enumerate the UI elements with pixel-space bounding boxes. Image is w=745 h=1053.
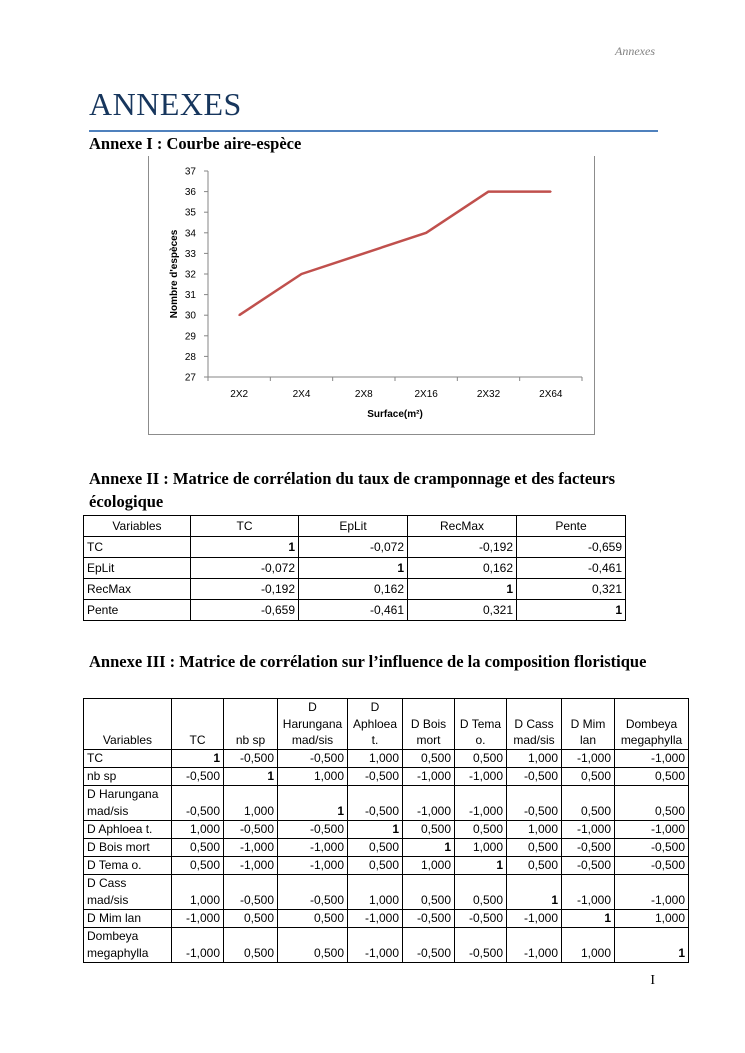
table-cell: 0,321 <box>517 579 626 600</box>
annex3-heading: Annexe III : Matrice de corrélation sur l’influence de la composition floristique <box>89 652 647 671</box>
table-cell: -0,461 <box>517 558 626 579</box>
table-cell: 1 <box>348 820 403 838</box>
table-cell: 1,000 <box>507 820 562 838</box>
table-cell: -0,500 <box>224 820 278 838</box>
column-header: EpLit <box>299 516 408 537</box>
column-header: D Harungana mad/sis <box>278 699 348 750</box>
table-cell: -0,192 <box>408 537 517 558</box>
table-row <box>84 820 689 838</box>
table-cell: 0,500 <box>348 838 403 856</box>
table-cell: -1,000 <box>224 838 278 856</box>
table-cell: 1,000 <box>172 820 224 838</box>
table-cell: 0,321 <box>408 600 517 621</box>
x-tick-label: 2X32 <box>476 389 501 400</box>
table-cell: -0,500 <box>455 927 507 962</box>
table-header-row <box>84 516 626 537</box>
table-cell: 0,500 <box>455 820 507 838</box>
table-cell: 0,500 <box>278 909 348 927</box>
x-tick-label: 2X2 <box>230 389 249 400</box>
table-row <box>84 537 626 558</box>
y-tick-label: 28 <box>184 351 196 363</box>
data-point <box>550 191 552 193</box>
row-label: Dombeya megaphylla <box>84 927 172 962</box>
table-cell: 1,000 <box>507 749 562 767</box>
table-cell: 1 <box>517 600 626 621</box>
table-cell: 1 <box>403 838 455 856</box>
table-row <box>84 600 626 621</box>
table-cell: -0,500 <box>278 749 348 767</box>
x-tick-label: 2X4 <box>292 389 311 400</box>
table-row <box>84 579 626 600</box>
table-cell: 1,000 <box>172 874 224 909</box>
table-cell: -1,000 <box>403 767 455 785</box>
table-cell: -0,500 <box>507 785 562 820</box>
column-header: D Tema o. <box>455 699 507 750</box>
table-cell: -0,072 <box>299 537 408 558</box>
table-cell: -1,000 <box>278 838 348 856</box>
table-cell: -1,000 <box>172 909 224 927</box>
column-header: Variables <box>84 699 172 750</box>
table-cell: -0,500 <box>455 909 507 927</box>
y-tick-label: 30 <box>184 310 196 322</box>
column-header: RecMax <box>408 516 517 537</box>
y-tick-label: 27 <box>184 372 196 384</box>
table-cell: -0,500 <box>403 909 455 927</box>
table-cell: 0,500 <box>562 785 615 820</box>
table-cell: 1 <box>408 579 517 600</box>
annex2-heading: Annexe II : Matrice de corrélation du taux de cramponnage et des facteurs écologique <box>89 469 616 511</box>
table-cell: -0,659 <box>517 537 626 558</box>
table-cell: 1,000 <box>278 767 348 785</box>
table-row <box>84 927 689 962</box>
row-label: D Harungana mad/sis <box>84 785 172 820</box>
table-row <box>84 767 689 785</box>
table-cell: 1 <box>455 856 507 874</box>
table-cell: 1 <box>615 927 689 962</box>
table-cell: -0,500 <box>562 856 615 874</box>
x-tick-label: 2X8 <box>354 389 373 400</box>
x-tick-label: 2X64 <box>539 389 563 400</box>
table-cell: -1,000 <box>172 927 224 962</box>
row-label: Pente <box>84 600 191 621</box>
table-cell: -0,500 <box>615 856 689 874</box>
x-tick-label: 2X16 <box>414 389 438 400</box>
table-cell: 0,500 <box>562 767 615 785</box>
table-cell: 0,500 <box>348 856 403 874</box>
table-cell: -1,000 <box>615 749 689 767</box>
table-cell: -1,000 <box>348 927 403 962</box>
table-cell: -1,000 <box>403 785 455 820</box>
table-cell: -0,500 <box>172 785 224 820</box>
table-cell: 0,162 <box>299 579 408 600</box>
table-row <box>84 749 689 767</box>
row-label: RecMax <box>84 579 191 600</box>
table-cell: -0,500 <box>172 767 224 785</box>
table-cell: 0,500 <box>615 785 689 820</box>
y-tick-label: 33 <box>184 248 196 260</box>
table-cell: 0,500 <box>224 927 278 962</box>
table-cell: -1,000 <box>615 874 689 909</box>
column-header: Pente <box>517 516 626 537</box>
data-point <box>238 314 240 316</box>
column-header: Variables <box>84 516 191 537</box>
table-header-row <box>84 699 689 750</box>
column-header: D Cass mad/sis <box>507 699 562 750</box>
column-header: TC <box>191 516 299 537</box>
table-cell: -1,000 <box>562 874 615 909</box>
table-cell: -1,000 <box>507 927 562 962</box>
table-cell: -0,192 <box>191 579 299 600</box>
table-cell: 1,000 <box>348 749 403 767</box>
table-cell: -1,000 <box>507 909 562 927</box>
table-cell: 0,500 <box>507 856 562 874</box>
row-label: D Mim lan <box>84 909 172 927</box>
y-tick-label: 37 <box>184 166 196 178</box>
table-cell: -0,500 <box>278 874 348 909</box>
page-title: ANNEXES <box>89 86 242 122</box>
table-cell: 0,500 <box>507 838 562 856</box>
row-label: EpLit <box>84 558 191 579</box>
table-cell: 0,500 <box>403 749 455 767</box>
table-cell: -0,500 <box>348 785 403 820</box>
y-tick-label: 31 <box>184 290 196 302</box>
table-cell: -1,000 <box>455 785 507 820</box>
table-cell: 1,000 <box>615 909 689 927</box>
y-tick-label: 36 <box>184 187 196 199</box>
table-cell: 0,500 <box>455 874 507 909</box>
table-cell: -1,000 <box>278 856 348 874</box>
table-cell: -0,659 <box>191 600 299 621</box>
table-cell: 0,162 <box>408 558 517 579</box>
row-label: D Tema o. <box>84 856 172 874</box>
table-cell: -1,000 <box>562 820 615 838</box>
table-cell: -0,500 <box>615 838 689 856</box>
annex1-heading: Annexe I : Courbe aire-espèce <box>89 134 302 153</box>
table-cell: -0,500 <box>403 927 455 962</box>
column-header: nb sp <box>224 699 278 750</box>
table-cell: -0,072 <box>191 558 299 579</box>
table-cell: -0,500 <box>348 767 403 785</box>
table-cell: 1,000 <box>562 927 615 962</box>
table-cell: -0,500 <box>507 767 562 785</box>
table-cell: 1 <box>562 909 615 927</box>
column-header: TC <box>172 699 224 750</box>
table-row <box>84 909 689 927</box>
table-cell: 0,500 <box>403 874 455 909</box>
y-axis-title: Nombre d'espèces <box>169 229 180 319</box>
table-cell: 1,000 <box>403 856 455 874</box>
table-cell: -0,500 <box>224 749 278 767</box>
table-cell: 1,000 <box>348 874 403 909</box>
row-label: D Aphloea t. <box>84 820 172 838</box>
running-header: Annexes <box>615 44 655 58</box>
species-area-chart <box>148 156 595 435</box>
table-cell: -1,000 <box>455 767 507 785</box>
annex3-correlation-table <box>83 698 689 963</box>
y-tick-label: 35 <box>184 207 196 219</box>
table-cell: -1,000 <box>615 820 689 838</box>
table-cell: -1,000 <box>562 749 615 767</box>
table-cell: 1 <box>224 767 278 785</box>
table-cell: 1,000 <box>224 785 278 820</box>
data-point <box>425 232 427 234</box>
table-cell: -1,000 <box>224 856 278 874</box>
data-point <box>488 191 490 193</box>
column-header: D Bois mort <box>403 699 455 750</box>
x-axis-title: Surface(m²) <box>367 409 423 420</box>
table-cell: 0,500 <box>172 856 224 874</box>
annex2-correlation-table <box>83 515 626 621</box>
table-cell: 0,500 <box>224 909 278 927</box>
column-header: D Mim lan <box>562 699 615 750</box>
row-label: D Bois mort <box>84 838 172 856</box>
table-cell: 0,500 <box>403 820 455 838</box>
table-cell: 1 <box>507 874 562 909</box>
column-header: Dombeya megaphylla <box>615 699 689 750</box>
y-tick-label: 34 <box>184 228 196 240</box>
row-label: nb sp <box>84 767 172 785</box>
data-point <box>301 273 303 275</box>
table-cell: 0,500 <box>615 767 689 785</box>
table-cell: -0,500 <box>224 874 278 909</box>
table-cell: -1,000 <box>348 909 403 927</box>
column-header: D Aphloea t. <box>348 699 403 750</box>
table-cell: 1 <box>191 537 299 558</box>
table-row <box>84 838 689 856</box>
table-row <box>84 785 689 820</box>
series-line <box>239 192 551 316</box>
row-label: D Cass mad/sis <box>84 874 172 909</box>
table-row <box>84 558 626 579</box>
table-cell: -0,500 <box>562 838 615 856</box>
table-cell: 1,000 <box>455 838 507 856</box>
table-cell: 1 <box>278 785 348 820</box>
y-tick-label: 32 <box>184 269 196 281</box>
table-cell: -0,500 <box>278 820 348 838</box>
table-row <box>84 874 689 909</box>
table-cell: 0,500 <box>278 927 348 962</box>
table-row <box>84 856 689 874</box>
table-cell: 0,500 <box>172 838 224 856</box>
table-cell: 0,500 <box>455 749 507 767</box>
data-point <box>363 253 365 255</box>
table-cell: 1 <box>172 749 224 767</box>
row-label: TC <box>84 749 172 767</box>
table-cell: -0,461 <box>299 600 408 621</box>
page-number: I <box>650 973 655 988</box>
row-label: TC <box>84 537 191 558</box>
y-tick-label: 29 <box>184 331 196 343</box>
table-cell: 1 <box>299 558 408 579</box>
